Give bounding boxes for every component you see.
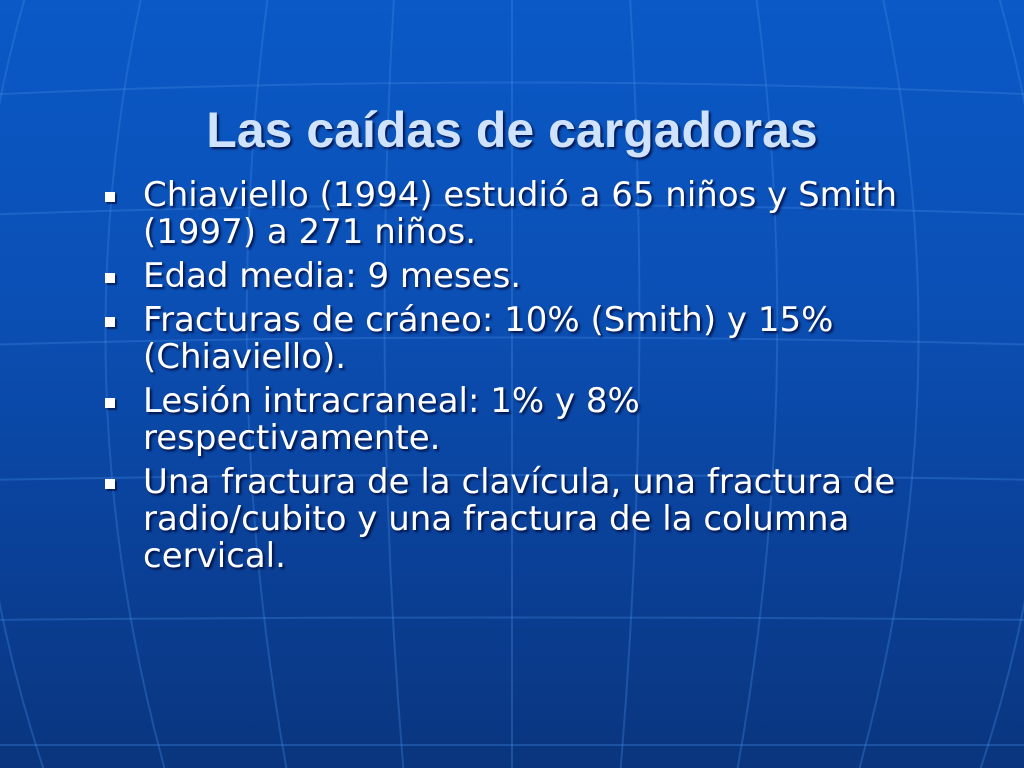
bullet-list (105, 177, 905, 582)
bullet-text: Una fractura de la clavícula, una fractura de radio/cubito y una fractura de la columna cervical. (143, 462, 896, 576)
square-bullet-icon (105, 398, 115, 408)
bullet-text: Fracturas de cráneo: 10% (Smith) y 15% (Chiaviello). (143, 300, 834, 377)
list-item (105, 383, 905, 457)
square-bullet-icon (105, 273, 115, 283)
bullet-text: Lesión intracraneal: 1% y 8% respectivamente. (143, 381, 640, 458)
list-item (105, 302, 905, 376)
bullet-text: Edad media: 9 meses. (143, 256, 522, 296)
list-item (105, 258, 905, 295)
bullet-text: Chiaviello (1994) estudió a 65 niños y Smith (1997) a 271 niños. (143, 175, 898, 252)
list-item (105, 464, 905, 575)
square-bullet-icon (105, 479, 115, 489)
list-item (105, 177, 905, 251)
square-bullet-icon (105, 317, 115, 327)
slide-title: Las caídas de cargadoras (206, 101, 818, 158)
square-bullet-icon (105, 192, 115, 202)
